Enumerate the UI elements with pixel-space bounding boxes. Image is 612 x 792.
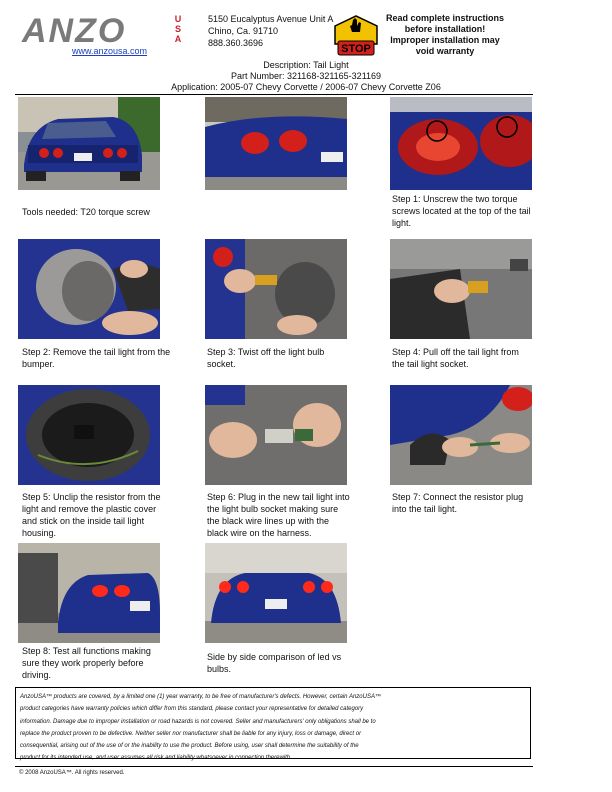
caption-step-1: Step 1: Unscrew the two torque screws located at the top of the tail light. (392, 194, 531, 228)
photo-twist-bulb-socket (205, 239, 347, 339)
caption-step-7: Step 7: Connect the resistor plug into the tail light. (392, 492, 524, 514)
photo-resistor-housing (18, 385, 160, 485)
warning-line-2: before installation! (404, 24, 486, 34)
disclaimer-line-6: product for its intended use, and user assumes all risk and liability whatsoever in connection therewith. (20, 755, 292, 762)
part-number: Part Number: 321168-321165-321169 (230, 71, 382, 81)
disclaimer-line-2: product categories have warranty policies which differ from this standard, please contact your representative for detailed category (20, 706, 364, 713)
photo-plug-new-tail-light (205, 385, 347, 485)
footer-divider (15, 766, 533, 767)
product-info (0, 60, 612, 93)
address-line-1: 5150 Eucalyptus Avenue Unit A (208, 14, 334, 24)
caption-step-5: Step 5: Unclip the resistor from the light and remove the plastic cover and stick on the inside tail light housing. (22, 492, 161, 538)
photo-pull-off-socket (390, 239, 532, 339)
phone-number: 888.360.3696 (208, 38, 264, 48)
warning-notice (385, 13, 505, 57)
photo-connect-resistor (390, 385, 532, 485)
disclaimer-line-4: replace the product proven to be defective. Neither seller nor manufacturer shall be liable for any injury, loss or damage, direct or (20, 730, 362, 737)
application: Application: 2005-07 Chevy Corvette / 2006-07 Chevy Corvette Z06 (171, 82, 441, 92)
caption-step-3: Step 3: Twist off the light bulb socket. (207, 347, 325, 369)
address-line-2: Chino, Ca. 91710 (208, 26, 279, 36)
warranty-disclaimer (15, 687, 531, 762)
photo-torque-screws (390, 97, 532, 190)
caption-step-4: Step 4: Pull off the tail light from the tail light socket. (392, 347, 519, 369)
stop-sign-label: STOP (341, 43, 371, 55)
caption-step-8: Step 8: Test all functions making sure they work properly before driving. (22, 646, 151, 680)
photo-remove-tail-light (18, 239, 160, 339)
warning-line-1: Read complete instructions (385, 13, 505, 23)
website-link[interactable]: www.anzousa.com (72, 46, 148, 56)
warning-line-3: Improper installation may (390, 35, 500, 45)
product-description: Description: Tail Light (263, 60, 349, 70)
header-divider (15, 94, 533, 95)
disclaimer-line-1: AnzoUSA™ products are covered, by a limited one (1) year warranty, to be free of manufacturer's defects. However, certain AnzoUSA™ (20, 694, 381, 700)
caption-comparison: Side by side comparison of led vs bulbs. (207, 652, 342, 674)
photo-tail-lights-closeup (205, 97, 347, 190)
caption-tools: Tools needed: T20 torque screw (22, 207, 150, 217)
logo-usa-mark (172, 14, 184, 46)
anzo-logo (22, 14, 192, 48)
stop-sign-icon (331, 14, 381, 58)
photo-car-rear-driveway (18, 97, 160, 190)
disclaimer-line-3: information. Damage due to improper installation or road hazards is not covered. Seller and manufacturers' only obligations shall be to (20, 718, 376, 725)
logo-wordmark: ANZO (22, 12, 127, 50)
warning-line-4: void warranty (415, 46, 475, 56)
caption-step-6: Step 6: Plug in the new tail light into the light bulb socket making sure the black wire lines up with the black wire on the harness. (207, 492, 350, 538)
logo-usa-text: USA (173, 14, 183, 44)
disclaimer-line-5: consequential, arising out of the use of or the inability to use the product. Before using, user shall determine the suitability of the (20, 743, 359, 750)
photo-led-vs-bulb-comparison (205, 543, 347, 643)
caption-step-2: Step 2: Remove the tail light from the bumper. (22, 347, 171, 369)
company-address (208, 13, 333, 49)
photo-test-functions (18, 543, 160, 643)
copyright: © 2008 AnzoUSA™. All rights reserved. (19, 770, 125, 776)
